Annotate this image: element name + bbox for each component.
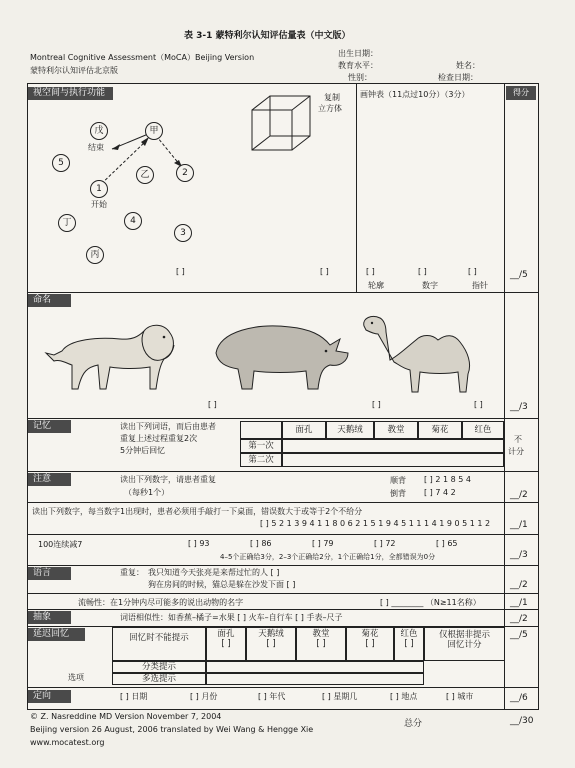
score-header: 得分 bbox=[506, 86, 536, 100]
memory-instruction-2: 重复上述过程重复2次 bbox=[120, 434, 198, 443]
orientation-year[interactable]: [ ] 年代 bbox=[258, 692, 286, 701]
recall-note bbox=[424, 627, 504, 661]
trail-node-4[interactable]: 4 bbox=[124, 212, 142, 230]
moca-form bbox=[27, 83, 539, 710]
naming-score[interactable]: __/3 bbox=[510, 402, 528, 412]
tapping-instruction: 读出下列数字，每当数字1出现时，患者必须用手敲打一下桌面，错误数大于或等于2个不给分 bbox=[32, 507, 363, 516]
memory-trial-2-row[interactable] bbox=[282, 453, 504, 467]
memory-word-velvet: 天鹅绒 bbox=[326, 421, 374, 439]
clock-drawing-label: 画钟表（11点过10分）（3分） bbox=[360, 90, 470, 99]
trail-node-wu[interactable]: 戊 bbox=[90, 122, 108, 140]
copy-cube-label-1: 复制 bbox=[324, 93, 340, 102]
trail-start-label: 开始 bbox=[91, 200, 107, 209]
repeat-sentence-1[interactable]: 我只知道今天张亮是来帮过忙的人 [ ] bbox=[148, 568, 280, 577]
memory-word-red: 红色 bbox=[462, 421, 504, 439]
recall-word-red: 红色 bbox=[400, 629, 418, 639]
tapping-score[interactable]: __/1 bbox=[510, 520, 528, 530]
multiple-choice-label: 多选提示 bbox=[112, 673, 206, 685]
camel-image bbox=[358, 304, 508, 394]
copy-cube-label-2: 立方体 bbox=[318, 104, 342, 113]
trail-node-2[interactable]: 2 bbox=[176, 164, 194, 182]
camel-answer-bracket[interactable]: [ ] bbox=[474, 400, 483, 409]
trail-node-1[interactable]: 1 bbox=[90, 180, 108, 198]
no-score-label-2: 计分 bbox=[508, 447, 524, 456]
serial-7-rule: 4–5个正确给3分，2–3个正确给2分，1个正确给1分，全都错误为0分 bbox=[220, 553, 436, 561]
lion-image bbox=[40, 309, 190, 399]
orientation-city[interactable]: [ ] 城市 bbox=[446, 692, 474, 701]
abstraction-score[interactable]: __/2 bbox=[510, 614, 528, 624]
recall-word-face: 面孔 bbox=[217, 629, 235, 639]
memory-word-church: 教堂 bbox=[374, 421, 418, 439]
rhino-image bbox=[206, 309, 356, 399]
translation-text: Beijing version 26 August, 2006 translated by Wei Wang & Hengge Xie bbox=[30, 725, 314, 734]
trail-node-ding[interactable]: 丁 bbox=[58, 214, 76, 232]
serial-7-label: 100连续减7 bbox=[38, 540, 83, 549]
trail-node-bing[interactable]: 丙 bbox=[86, 246, 104, 264]
recall-bracket-church[interactable]: [ ] bbox=[316, 638, 326, 649]
orientation-month[interactable]: [ ] 月份 bbox=[190, 692, 218, 701]
memory-instruction-1: 读出下列词语，而后由患者 bbox=[120, 422, 216, 431]
hands-label: 指针 bbox=[472, 281, 488, 290]
section-label-naming: 命名 bbox=[28, 294, 71, 307]
tapping-sequence[interactable]: [ ] 5 2 1 3 9 4 1 1 8 0 6 2 1 5 1 9 4 5 1 1 1 4 1 9 0 5 1 1 2 bbox=[260, 519, 491, 528]
backward-label: 倒背 bbox=[390, 489, 406, 498]
fluency-instruction: 流畅性：在1分钟内尽可能多的说出动物的名字 bbox=[78, 598, 244, 607]
options-label: 选项 bbox=[68, 673, 84, 682]
exam-date-field[interactable]: 检查日期： bbox=[438, 73, 478, 82]
memory-word-face: 面孔 bbox=[282, 421, 326, 439]
digit-span-score[interactable]: __/2 bbox=[510, 490, 528, 500]
serial-7-72[interactable]: [ ] 72 bbox=[374, 539, 396, 548]
multiple-choice-row[interactable] bbox=[206, 673, 424, 685]
section-label-orientation: 定向 bbox=[28, 690, 71, 703]
serial-7-65[interactable]: [ ] 65 bbox=[436, 539, 458, 548]
recall-cell-church[interactable] bbox=[296, 627, 346, 661]
digit-span-instruction-2: （每秒1个） bbox=[124, 488, 170, 497]
delayed-recall-score[interactable]: __/5 bbox=[510, 630, 528, 640]
website-link[interactable]: www.mocatest.org bbox=[30, 738, 105, 747]
section-label-language: 语言 bbox=[28, 567, 71, 580]
serial-7-score[interactable]: __/3 bbox=[510, 550, 528, 560]
repeat-score[interactable]: __/2 bbox=[510, 580, 528, 590]
no-cue-label: 回忆时不能提示 bbox=[112, 627, 206, 661]
memory-word-daisy: 菊花 bbox=[418, 421, 462, 439]
orientation-date[interactable]: [ ] 日期 bbox=[120, 692, 148, 701]
section-label-attention: 注意 bbox=[28, 473, 71, 486]
section-label-visuospatial: 视空间与执行功能 bbox=[28, 87, 113, 100]
fluency-answer[interactable]: [ ] ________ （N≥11名称） bbox=[380, 598, 481, 607]
birth-date-field[interactable]: 出生日期： bbox=[338, 49, 378, 58]
chinese-subtitle: 蒙特利尔认知评估北京版 bbox=[30, 66, 118, 75]
contour-label: 轮廓 bbox=[368, 281, 384, 290]
trail-node-3[interactable]: 3 bbox=[174, 224, 192, 242]
repeat-sentence-2[interactable]: 狗在房间的时候，猫总是躲在沙发下面 [ ] bbox=[148, 580, 296, 589]
recall-bracket-red[interactable]: [ ] bbox=[404, 638, 414, 649]
trail-node-jia[interactable]: 甲 bbox=[145, 122, 163, 140]
trail-node-yi[interactable]: 乙 bbox=[136, 166, 154, 184]
section-label-delayed-recall: 延迟回忆 bbox=[28, 628, 85, 641]
clock-contour-bracket[interactable]: [ ] bbox=[366, 267, 375, 276]
abstraction-text[interactable]: 词语相似性：如香蕉–橘子=水果 [ ] 火车–自行车 [ ] 手表–尺子 bbox=[120, 613, 343, 622]
trail-node-5[interactable]: 5 bbox=[52, 154, 70, 172]
sex-field[interactable]: 性别： bbox=[348, 73, 372, 82]
section-label-memory: 记忆 bbox=[28, 420, 71, 433]
recall-bracket-velvet[interactable]: [ ] bbox=[266, 638, 276, 649]
digit-span-instruction-1: 读出下列数字，请患者重复 bbox=[120, 475, 216, 484]
trail-score-bracket[interactable]: [ ] bbox=[176, 267, 185, 276]
recall-word-church: 教堂 bbox=[312, 629, 330, 639]
orientation-weekday[interactable]: [ ] 星期几 bbox=[322, 692, 358, 701]
recall-bracket-face[interactable]: [ ] bbox=[221, 638, 231, 649]
repeat-label: 重复： bbox=[120, 568, 144, 577]
memory-trial-1-label: 第一次 bbox=[240, 439, 282, 453]
cube-figure bbox=[248, 92, 318, 162]
clock-numbers-bracket[interactable]: [ ] bbox=[418, 267, 427, 276]
trail-end-label: 结束 bbox=[88, 143, 104, 152]
cube-score-bracket[interactable]: [ ] bbox=[320, 267, 329, 276]
recall-word-velvet: 天鹅绒 bbox=[258, 629, 284, 639]
rhino-answer-bracket[interactable]: [ ] bbox=[372, 400, 381, 409]
fluency-score[interactable]: __/1 bbox=[510, 598, 528, 608]
recall-note-2: 回忆计分 bbox=[447, 639, 482, 650]
clock-hands-bracket[interactable]: [ ] bbox=[468, 267, 477, 276]
orientation-place[interactable]: [ ] 地点 bbox=[390, 692, 418, 701]
serial-7-79[interactable]: [ ] 79 bbox=[312, 539, 334, 548]
education-field[interactable]: 教育水平： bbox=[338, 61, 378, 70]
forward-label: 顺背 bbox=[390, 476, 406, 485]
section-label-abstraction: 抽象 bbox=[28, 611, 71, 624]
backward-digits[interactable]: [ ] 7 4 2 bbox=[424, 488, 456, 497]
numbers-label: 数字 bbox=[422, 281, 438, 290]
memory-trial-2-label: 第二次 bbox=[240, 453, 282, 467]
total-score-label: 总分 bbox=[404, 719, 423, 729]
memory-trial-1-row[interactable] bbox=[282, 439, 504, 453]
serial-7-86[interactable]: [ ] 86 bbox=[250, 539, 272, 548]
category-cue-label: 分类提示 bbox=[112, 661, 206, 673]
memory-instruction-3: 5分钟后回忆 bbox=[120, 446, 166, 455]
trail-lines bbox=[28, 99, 228, 289]
orientation-score[interactable]: __/6 bbox=[510, 693, 528, 703]
recall-note-1: 仅根据非提示 bbox=[438, 630, 490, 640]
name-field[interactable]: 姓名： bbox=[456, 61, 480, 70]
recall-bracket-daisy[interactable]: [ ] bbox=[365, 638, 375, 649]
recall-word-daisy: 菊花 bbox=[361, 629, 379, 639]
total-score[interactable]: __/30 bbox=[510, 716, 534, 726]
recall-cell-face[interactable] bbox=[206, 627, 246, 661]
recall-cell-velvet[interactable] bbox=[246, 627, 296, 661]
no-score-label-1: 不 bbox=[514, 435, 522, 444]
forward-digits[interactable]: [ ] 2 1 8 5 4 bbox=[424, 475, 471, 484]
visuospatial-score[interactable]: __/5 bbox=[510, 270, 528, 280]
recall-cell-daisy[interactable] bbox=[346, 627, 394, 661]
category-cue-row[interactable] bbox=[206, 661, 424, 673]
table-title: 表 3-1 蒙特利尔认知评估量表（中文版） bbox=[184, 31, 351, 41]
copyright-text: © Z. Nasreddine MD Version November 7, 2004 bbox=[30, 712, 222, 721]
recall-cell-red[interactable] bbox=[394, 627, 424, 661]
lion-answer-bracket[interactable]: [ ] bbox=[208, 400, 217, 409]
english-title: Montreal Cognitive Assessment（MoCA）Beijing Version bbox=[30, 53, 255, 62]
serial-7-93[interactable]: [ ] 93 bbox=[188, 539, 210, 548]
